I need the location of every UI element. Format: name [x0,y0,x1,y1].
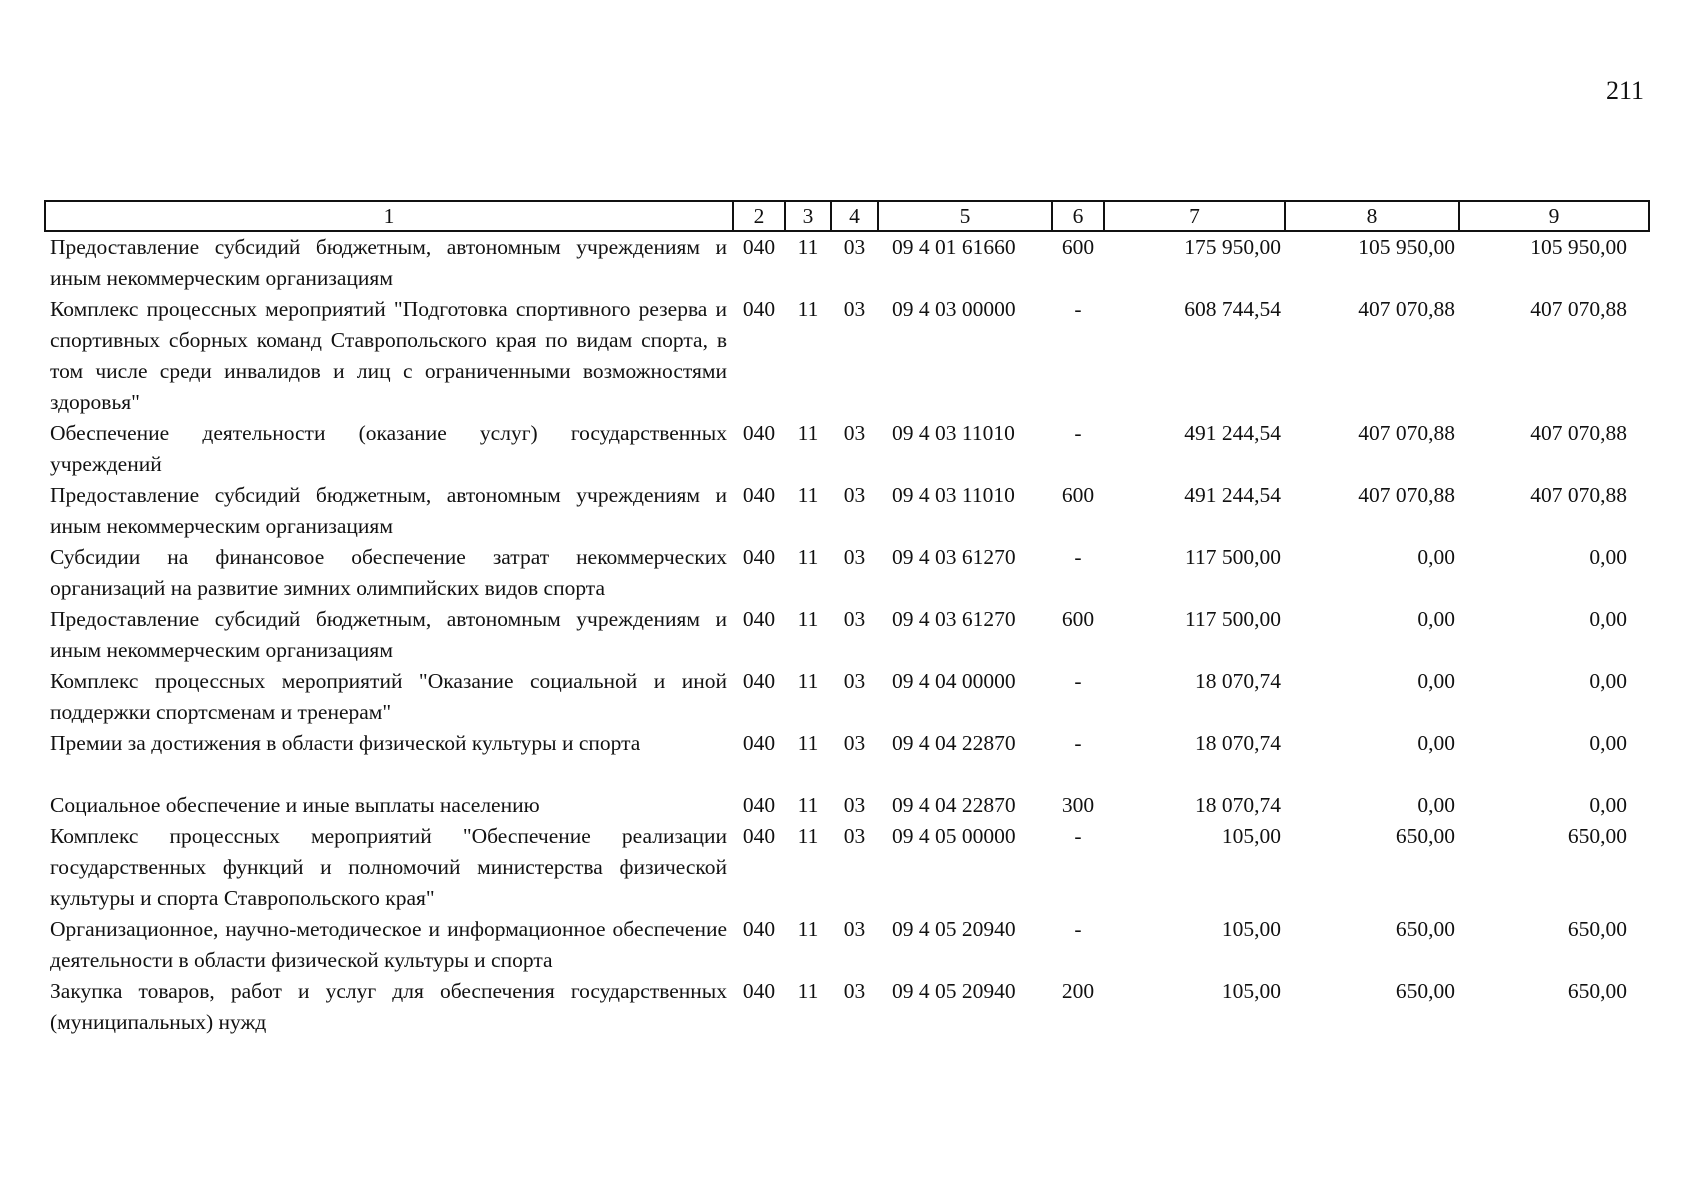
row-name: Комплекс процессных мероприятий "Подготовка спортивного резерва и спортивных сборных команд Ставропольского края по видам спорта, в том числе среди инвалидов и лиц с ограниченными возможностями здоровья" [50,297,727,414]
row-amount-col9: 0,00 [1589,731,1627,755]
row-subsection-code: 03 [843,483,866,507]
row-ministry-code: 040 [742,731,776,755]
row-subsection-code: 03 [843,824,866,848]
row-name: Предоставление субсидий бюджетным, автономным учреждениям и иным некоммерческим организациям [50,235,727,290]
row-ministry-code: 040 [742,421,776,445]
row-name: Субсидии на финансовое обеспечение затрат некоммерческих организаций на развитие зимних олимпийских видов спорта [50,545,727,600]
table-row [45,231,1649,294]
row-section-code: 11 [797,421,819,445]
column-header-3: 3 [785,201,831,231]
table-row [45,821,1649,914]
row-ministry-code: 040 [742,669,776,693]
budget-table [44,200,1650,1038]
row-amount-col7: 175 950,00 [1184,235,1281,259]
row-amount-col9: 650,00 [1567,917,1627,941]
row-target-article: 09 4 03 11010 [892,421,1015,445]
row-amount-col9: 0,00 [1589,545,1627,569]
column-header-9: 9 [1459,201,1649,231]
row-amount-col8: 0,00 [1417,607,1455,631]
row-expense-type: 200 [1061,979,1095,1003]
row-ministry-code: 040 [742,483,776,507]
row-subsection-code: 03 [843,731,866,755]
row-section-code: 11 [797,979,819,1003]
row-subsection-code: 03 [843,917,866,941]
row-section-code: 11 [797,669,819,693]
table-row [45,666,1649,728]
row-amount-col7: 18 070,74 [1195,669,1281,693]
table-row [45,728,1649,790]
row-subsection-code: 03 [843,979,866,1003]
row-ministry-code: 040 [742,545,776,569]
row-target-article: 09 4 04 00000 [892,669,1016,693]
table-row [45,790,1649,821]
row-target-article: 09 4 05 00000 [892,824,1016,848]
row-section-code: 11 [797,824,819,848]
column-header-8: 8 [1285,201,1459,231]
row-name: Предоставление субсидий бюджетным, автономным учреждениям и иным некоммерческим организациям [50,607,727,662]
row-amount-col9: 650,00 [1567,824,1627,848]
row-ministry-code: 040 [742,917,776,941]
row-amount-col7: 105,00 [1221,917,1281,941]
row-ministry-code: 040 [742,235,776,259]
row-expense-type: 600 [1061,607,1095,631]
column-header-7: 7 [1104,201,1285,231]
row-amount-col8: 105 950,00 [1358,235,1455,259]
page-number: 211 [1605,76,1644,105]
row-amount-col8: 650,00 [1395,917,1455,941]
row-expense-type: - [1074,669,1082,693]
row-name: Комплекс процессных мероприятий "Обеспечение реализации государственных функций и полномочий министерства физической культуры и спорта Ставропольского края" [50,824,727,910]
column-header-6: 6 [1052,201,1104,231]
row-amount-col8: 407 070,88 [1358,483,1455,507]
row-subsection-code: 03 [843,545,866,569]
row-name: Предоставление субсидий бюджетным, автономным учреждениям и иным некоммерческим организациям [50,483,727,538]
row-amount-col8: 0,00 [1417,731,1455,755]
row-target-article: 09 4 03 00000 [892,297,1016,321]
row-section-code: 11 [797,297,819,321]
row-expense-type: - [1074,917,1082,941]
row-amount-col7: 117 500,00 [1185,545,1281,569]
row-name: Закупка товаров, работ и услуг для обеспечения государственных (муниципальных) нужд [50,979,727,1034]
row-target-article: 09 4 05 20940 [892,979,1016,1003]
row-subsection-code: 03 [843,607,866,631]
row-subsection-code: 03 [843,793,866,817]
row-ministry-code: 040 [742,979,776,1003]
row-amount-col9: 0,00 [1589,669,1627,693]
row-expense-type: 300 [1061,793,1095,817]
row-amount-col8: 407 070,88 [1358,421,1455,445]
row-target-article: 09 4 04 22870 [892,793,1016,817]
row-name: Обеспечение деятельности (оказание услуг) государственных учреждений [50,421,727,476]
row-ministry-code: 040 [742,824,776,848]
row-amount-col7: 18 070,74 [1195,793,1281,817]
row-target-article: 09 4 03 11010 [892,483,1015,507]
table-row [45,542,1649,604]
row-target-article: 09 4 03 61270 [892,545,1016,569]
row-amount-col7: 117 500,00 [1185,607,1281,631]
row-amount-col9: 105 950,00 [1530,235,1627,259]
row-section-code: 11 [797,607,819,631]
row-amount-col7: 105,00 [1221,824,1281,848]
row-amount-col9: 650,00 [1567,979,1627,1003]
row-name: Комплекс процессных мероприятий "Оказание социальной и иной поддержки спортсменам и тренерам" [50,669,727,724]
row-expense-type: - [1074,421,1082,445]
row-ministry-code: 040 [742,297,776,321]
row-amount-col8: 0,00 [1417,669,1455,693]
row-amount-col9: 407 070,88 [1530,483,1627,507]
table-row [45,914,1649,976]
row-amount-col8: 650,00 [1395,979,1455,1003]
row-expense-type: 600 [1061,483,1095,507]
row-amount-col7: 491 244,54 [1184,421,1281,445]
row-name: Премии за достижения в области физической культуры и спорта [50,731,641,755]
table-row [45,294,1649,418]
row-target-article: 09 4 01 61660 [892,235,1016,259]
row-section-code: 11 [797,731,819,755]
row-amount-col7: 608 744,54 [1184,297,1281,321]
row-amount-col8: 0,00 [1417,545,1455,569]
row-amount-col8: 407 070,88 [1358,297,1455,321]
row-amount-col9: 0,00 [1589,607,1627,631]
row-ministry-code: 040 [742,607,776,631]
row-amount-col9: 407 070,88 [1530,297,1627,321]
row-amount-col8: 650,00 [1395,824,1455,848]
row-expense-type: 600 [1061,235,1095,259]
row-subsection-code: 03 [843,235,866,259]
row-expense-type: - [1074,824,1082,848]
row-section-code: 11 [797,483,819,507]
row-amount-col7: 18 070,74 [1195,731,1281,755]
table-row [45,480,1649,542]
row-target-article: 09 4 04 22870 [892,731,1016,755]
row-target-article: 09 4 03 61270 [892,607,1016,631]
row-expense-type: - [1074,731,1082,755]
row-amount-col7: 491 244,54 [1184,483,1281,507]
row-section-code: 11 [797,793,819,817]
row-amount-col9: 0,00 [1589,793,1627,817]
row-amount-col7: 105,00 [1221,979,1281,1003]
row-name: Социальное обеспечение и иные выплаты населению [50,793,540,817]
row-subsection-code: 03 [843,421,866,445]
table-row [45,418,1649,480]
row-expense-type: - [1074,545,1082,569]
column-header-4: 4 [831,201,878,231]
table-row [45,976,1649,1038]
row-expense-type: - [1074,297,1082,321]
row-section-code: 11 [797,917,819,941]
row-subsection-code: 03 [843,297,866,321]
table-row [45,604,1649,666]
row-ministry-code: 040 [742,793,776,817]
column-header-2: 2 [733,201,785,231]
row-target-article: 09 4 05 20940 [892,917,1016,941]
row-section-code: 11 [797,545,819,569]
row-subsection-code: 03 [843,669,866,693]
row-section-code: 11 [797,235,819,259]
row-name: Организационное, научно-методическое и информационное обеспечение деятельности в области физической культуры и спорта [50,917,727,972]
column-header-5: 5 [878,201,1052,231]
table-header-row [45,201,1649,231]
row-amount-col9: 407 070,88 [1530,421,1627,445]
row-amount-col8: 0,00 [1417,793,1455,817]
column-header-1: 1 [45,201,733,231]
